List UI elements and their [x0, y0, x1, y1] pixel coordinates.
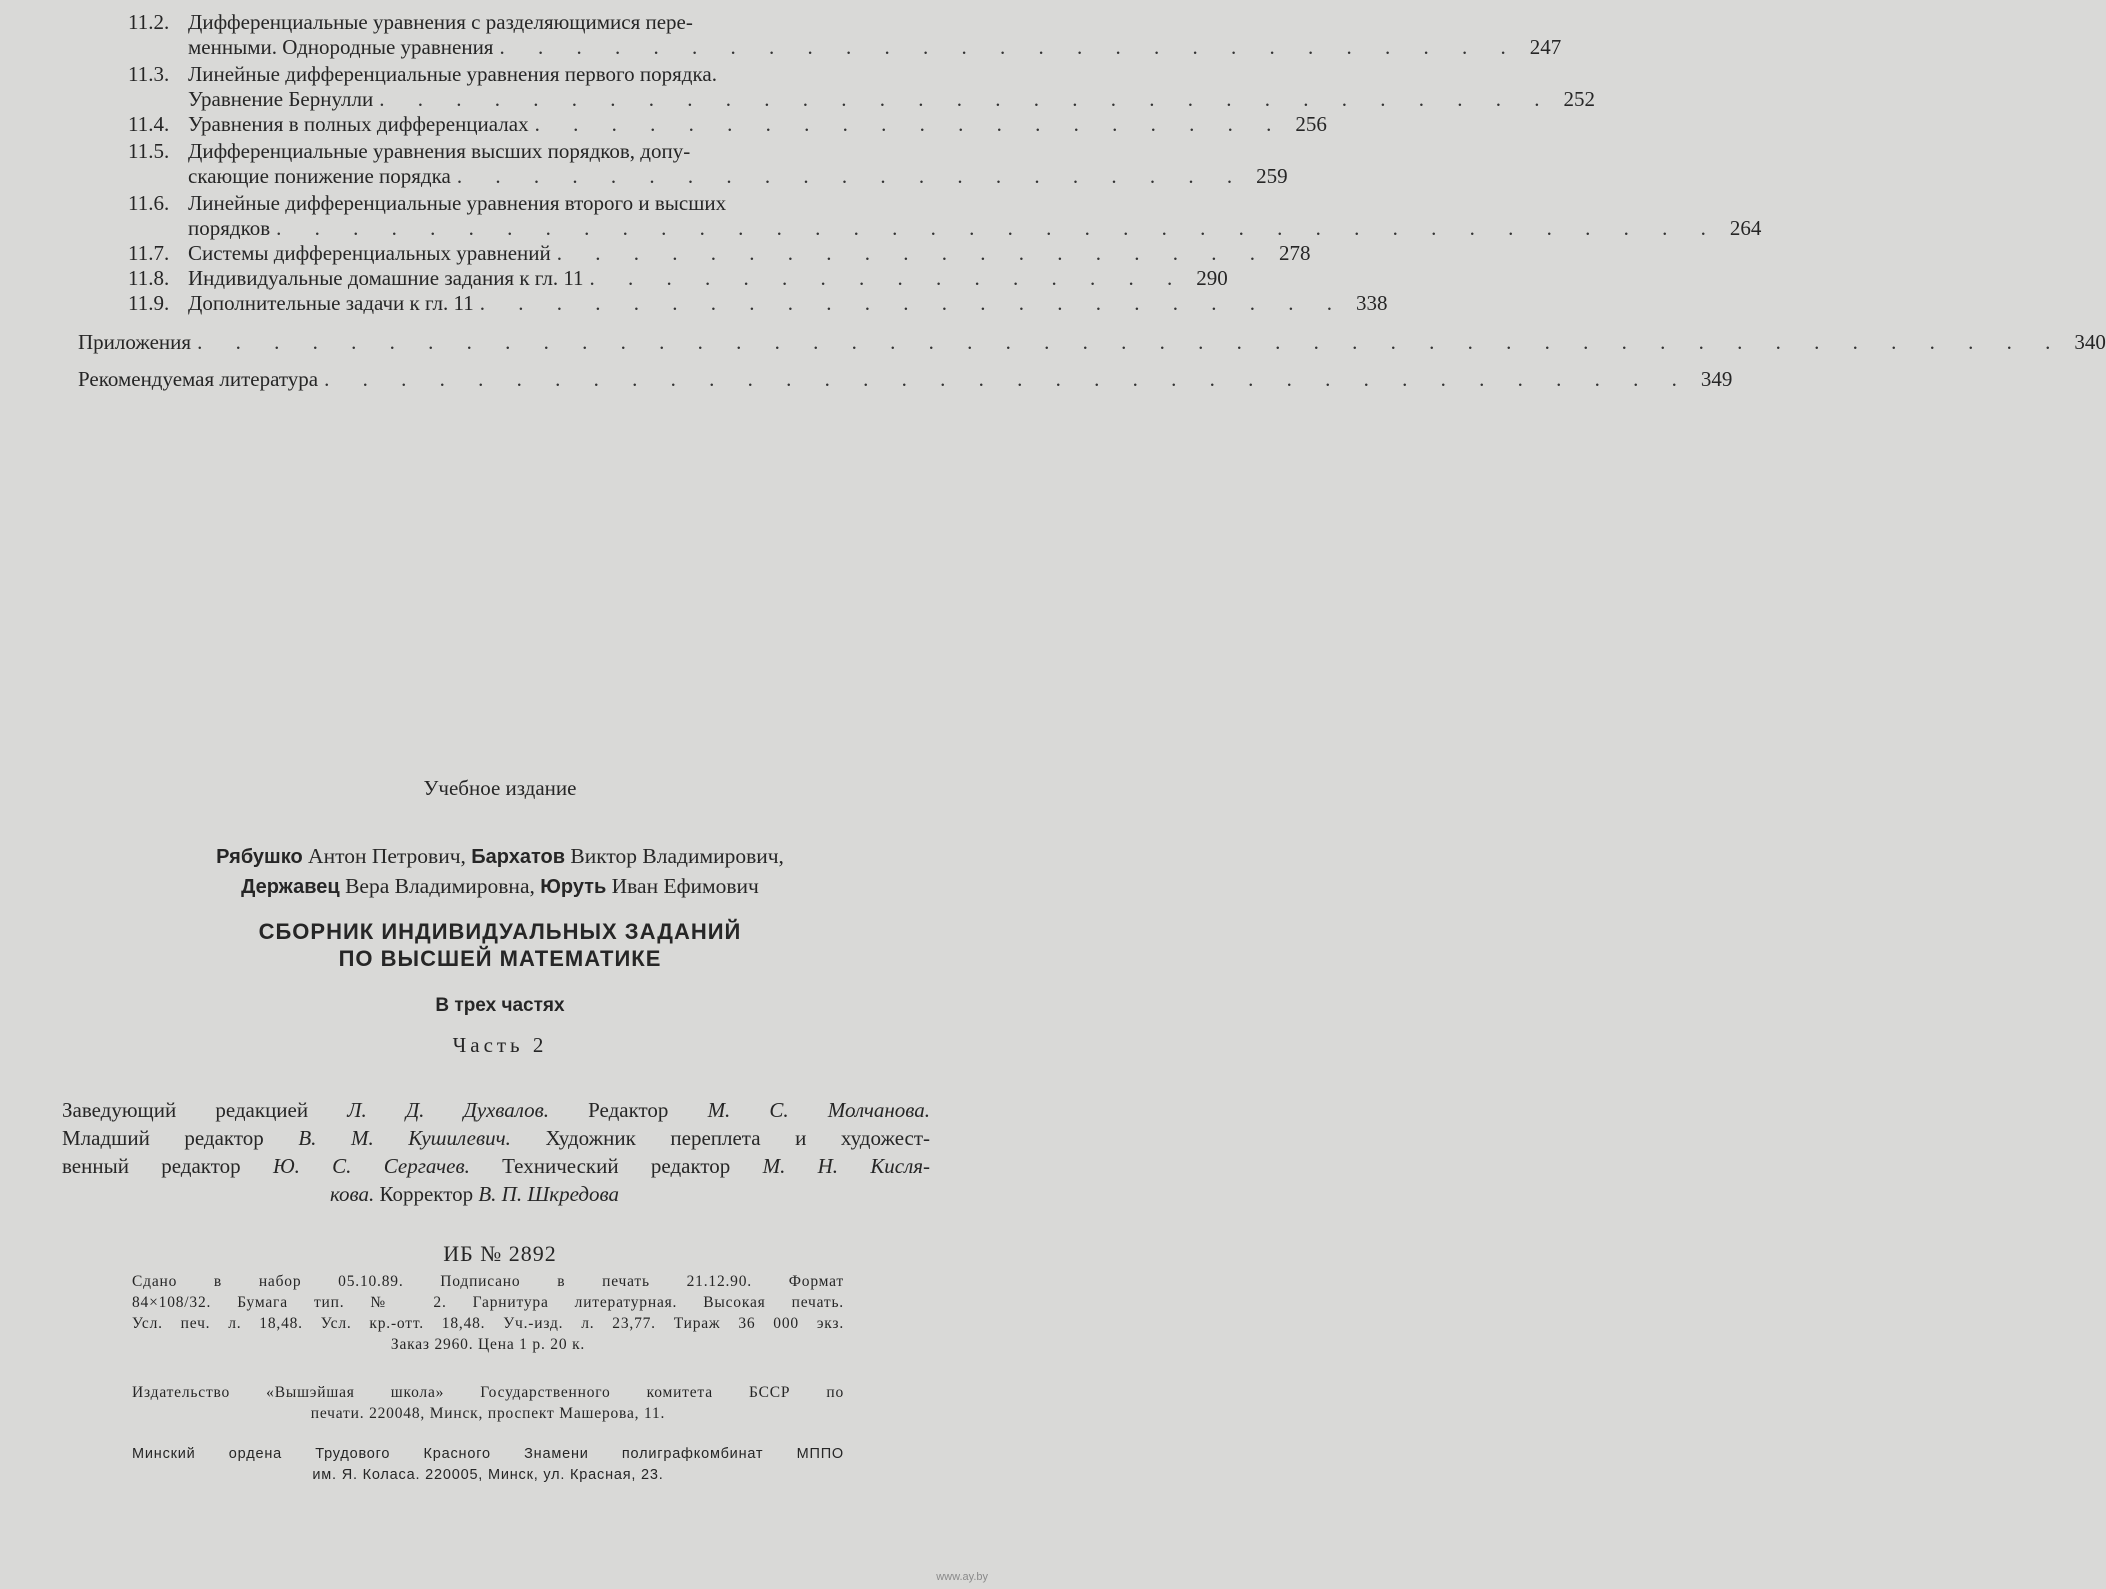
credits-line: Заведующий редакцией Л. Д. Духвалов. Редактор М. С. Молчанова.	[62, 1098, 931, 1122]
specs-line: 84×108/32. Бумага тип. № 2. Гарнитура литературная. Высокая печать.	[132, 1294, 844, 1311]
toc-title: Уравнение Бернулли	[188, 87, 374, 111]
toc-title: Индивидуальные домашние задания к гл. 11	[188, 266, 584, 290]
specs-line: Заказ 2960. Цена 1 р. 20 к.	[390, 1336, 586, 1353]
author-lastname: Юруть	[540, 876, 607, 898]
toc-number: 11.9.	[128, 291, 170, 315]
author-firstname: Антон Петрович,	[308, 844, 466, 868]
publisher-line: Издательство «Вышэйшая школа» Государственного комитета БССР по	[132, 1384, 844, 1401]
toc-entry: 11.5. Дифференциальные уравнения высших порядков, допу- скающие понижение порядка . . . . . . . . . . . . . . . . . . . . . 259	[128, 139, 1288, 188]
toc-page-number: 259	[1256, 164, 1288, 188]
credits-line: Младший редактор В. М. Кушилевич. Художник переплета и художест-	[62, 1126, 931, 1150]
book-title	[0, 918, 1000, 972]
print-specs	[132, 1271, 844, 1355]
specs-line: Сдано в набор 05.10.89. Подписано в печать 21.12.90. Формат	[132, 1273, 844, 1290]
printer-info	[132, 1444, 844, 1486]
author-firstname: Иван Ефимович	[611, 874, 759, 898]
editorial-credits	[62, 1096, 930, 1208]
toc-number: 11.4.	[128, 112, 170, 136]
toc-title: порядков	[188, 216, 271, 240]
toc-entry: 11.9. Дополнительные задачи к гл. 11 . . . . . . . . . . . . . . . . . . . . . . . 338	[128, 291, 1388, 315]
specs-line: Усл. печ. л. 18,48. Усл. кр.-отт. 18,48. Уч.-изд. л. 23,77. Тираж 36 000 экз.	[132, 1315, 844, 1332]
toc-title: Дифференциальные уравнения с разделяющимися пере-	[188, 10, 693, 34]
edition-type: Учебное издание	[423, 776, 577, 800]
toc-entry: 11.2. Дифференциальные уравнения с разделяющимися пере- менными. Однородные уравнения . . . . . . . . . . . . . . . . . . . . . . . . . . . 247	[128, 10, 1562, 59]
toc-page-number: 247	[1529, 35, 1562, 59]
toc-title: Линейные дифференциальные уравнения первого порядка.	[188, 62, 717, 86]
author-firstname: Вера Владимировна,	[345, 874, 535, 898]
toc-page-number: 252	[1563, 87, 1596, 111]
author-lastname: Бархатов	[471, 846, 566, 868]
toc-entry: Рекомендуемая литература . . . . . . . . . . . . . . . . . . . . . . . . . . . . . . . . . . . . 349	[78, 367, 1733, 391]
printer-line: Минский ордена Трудового Красного Знамени полиграфкомбинат МППО	[132, 1446, 844, 1462]
toc-entry: 11.6. Линейные дифференциальные уравнения второго и высших порядков . . . . . . . . . . . . . . . . . . . . . . . . . . . . . . . . . . . . . . 264	[128, 191, 1762, 240]
toc-number: 11.8.	[128, 266, 170, 290]
ib-number: ИБ № 2892	[443, 1241, 557, 1266]
toc-entry: 11.4. Уравнения в полных дифференциалах . . . . . . . . . . . . . . . . . . . . 256	[128, 112, 1327, 136]
author-lastname: Рябушко	[216, 846, 303, 868]
toc-page-number: 349	[1700, 367, 1733, 391]
credits-line: кова. Корректор В. П. Шкредова	[330, 1182, 619, 1206]
toc-number: 11.5.	[128, 139, 170, 163]
publisher-line: печати. 220048, Минск, проспект Машерова, 11.	[310, 1405, 666, 1422]
author-lastname: Державец	[241, 876, 340, 898]
toc-entry: 11.8. Индивидуальные домашние задания к гл. 11 . . . . . . . . . . . . . . . . 290	[128, 266, 1228, 290]
toc-title: менными. Однородные уравнения	[188, 35, 494, 59]
table-of-contents	[78, 10, 2106, 392]
part-number: Часть 2	[452, 1033, 548, 1057]
toc-page-number: 256	[1295, 112, 1327, 136]
credits-line: венный редактор Ю. С. Сергачев. Технический редактор М. Н. Кисля-	[62, 1154, 931, 1178]
toc-title: скающие понижение порядка	[188, 164, 451, 188]
toc-page-number: 338	[1356, 291, 1388, 315]
toc-page-number: 278	[1279, 241, 1311, 265]
printer-line: им. Я. Коласа. 220005, Минск, ул. Красная, 23.	[312, 1467, 664, 1483]
site-watermark: www.ay.by	[936, 1571, 988, 1583]
authors	[0, 842, 1000, 902]
toc-title: Системы дифференциальных уравнений	[188, 241, 551, 265]
toc-page-number: 264	[1729, 216, 1762, 240]
toc-page-number: 290	[1196, 266, 1228, 290]
toc-entry: 11.3. Линейные дифференциальные уравнения первого порядка. Уравнение Бернулли . . . . . . . . . . . . . . . . . . . . . . . . . . . . . . . 252	[128, 62, 1596, 111]
toc-title: Приложения	[78, 330, 192, 354]
book-title-line: СБОРНИК ИНДИВИДУАЛЬНЫХ ЗАДАНИЙ	[258, 919, 742, 944]
toc-title: Дифференциальные уравнения высших порядков, допу-	[188, 139, 691, 163]
toc-number: 11.2.	[128, 10, 170, 34]
toc-entry: Приложения . . . . . . . . . . . . . . . . . . . . . . . . . . . . . . . . . . . . . . . . . . . . . . . . . 340	[78, 330, 2106, 354]
toc-title: Дополнительные задачи к гл. 11	[188, 291, 474, 315]
toc-page-number: 340	[2074, 330, 2106, 354]
book-title-line: ПО ВЫСШЕЙ МАТЕМАТИКЕ	[338, 946, 662, 971]
toc-number: 11.6.	[128, 191, 170, 215]
toc-number: 11.7.	[128, 241, 170, 265]
toc-entry: 11.7. Системы дифференциальных уравнений . . . . . . . . . . . . . . . . . . . 278	[128, 241, 1311, 265]
toc-title: Уравнения в полных дифференциалах	[188, 112, 529, 136]
publisher-info	[132, 1382, 844, 1424]
parts-note: В трех частях	[435, 995, 565, 1016]
author-firstname: Виктор Владимирович,	[570, 844, 784, 868]
toc-title: Рекомендуемая литература	[78, 367, 319, 391]
toc-number: 11.3.	[128, 62, 170, 86]
toc-title: Линейные дифференциальные уравнения второго и высших	[188, 191, 727, 215]
